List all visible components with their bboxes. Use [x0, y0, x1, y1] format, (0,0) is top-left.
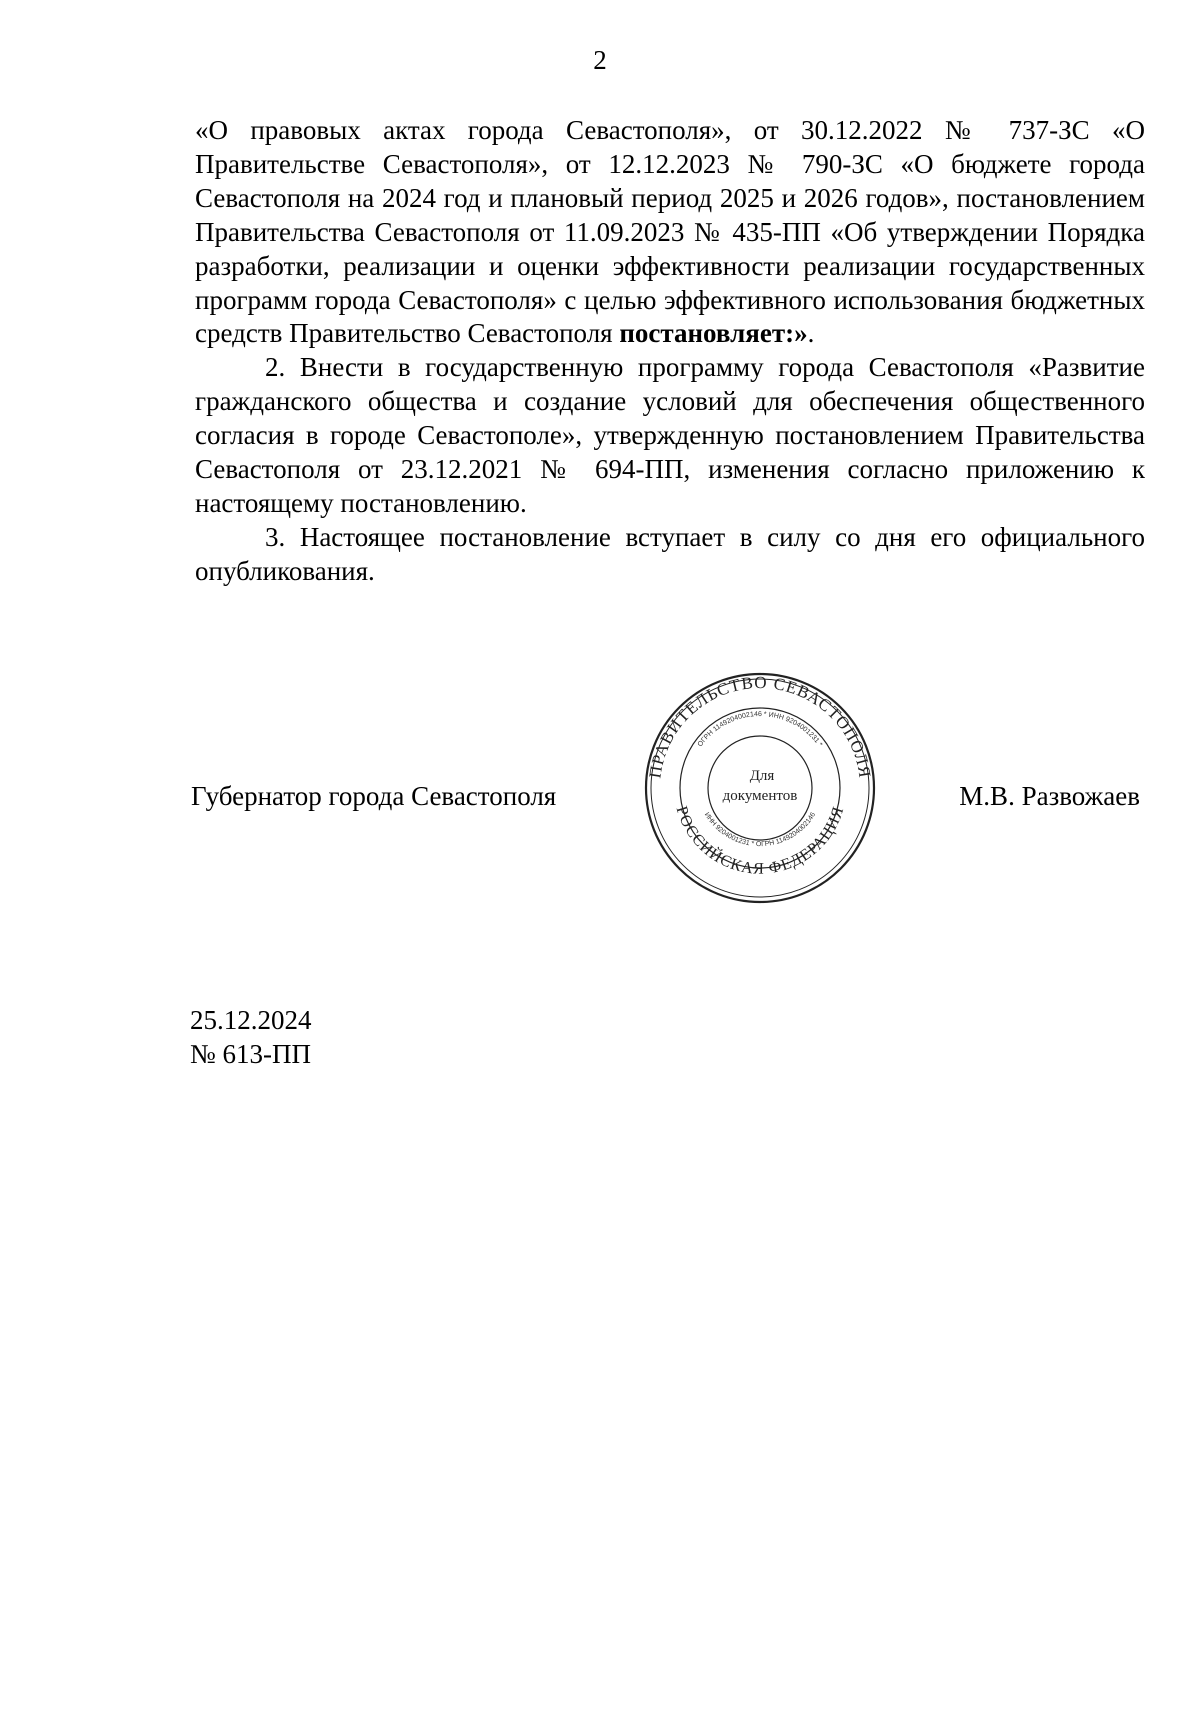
- document-body: [195, 114, 1145, 589]
- paragraph-item-3: 3. Настоящее постановление вступает в силу со дня его официального опубликования.: [195, 521, 1145, 586]
- stamp-inner-top-text: ОГРН 1149204002146 * ИНН 9204001231 *: [696, 710, 824, 749]
- svg-text:ПРАВИТЕЛЬСТВО СЕВАСТОПОЛЯ: [645, 673, 874, 780]
- stamp-outer-bottom-text: РОССИЙСКАЯ ФЕДЕРАЦИЯ: [672, 804, 848, 878]
- page-number: 2: [593, 45, 607, 75]
- svg-text:ОГРН 1149204002146 * ИНН 92040: [697, 711, 824, 748]
- paragraph-item-2: 2. Внести в государственную программу города Севастополя «Развитие гражданского общества и создание условий для обеспечения общественного согласия в городе Севастополе», утвержденную постановлением Правительства Севастополя от 23.12.2021 № 694-ПП, изменения согласно приложению к настоящему постановлению.: [195, 352, 1145, 518]
- svg-text:РОССИЙСКАЯ ФЕДЕРАЦИЯ: [673, 804, 848, 877]
- stamp-outer-top-text: ПРАВИТЕЛЬСТВО СЕВАСТОПОЛЯ: [645, 672, 875, 780]
- signer-name: М.В. Развожаев: [959, 781, 1140, 811]
- signer-position: Губернатор города Севастополя: [191, 781, 557, 811]
- stamp-inner-bottom-text: ИНН 9204001231 * ОГРН 1149204002146: [702, 811, 818, 849]
- official-stamp: [640, 668, 880, 908]
- stamp-center-line2: документов: [722, 788, 798, 804]
- resolves-keyword: постановляет:»: [619, 318, 808, 349]
- paragraph-legal-basis-end: .: [807, 318, 815, 349]
- svg-text:ИНН 9204001231 * ОГРН 11492040: [703, 811, 817, 848]
- document-number: № 613-ПП: [190, 1039, 311, 1069]
- paragraph-legal-basis: [195, 114, 1145, 351]
- paragraph-legal-basis-text: «О правовых актах города Севастополя», от 30.12.2022 № 737-ЗС «О Правительстве Севастополя», от 12.12.2023 № 790-ЗС «О бюджете города Севастополя на 2024 год и плановый период 2025 и 2026 годов», постановлением Правительства Севастополя от 11.09.2023 № 435-ПП «Об утверждении Порядка разработки, реализации и оценки эффективности реализации государственных программ города Севастополя» с целью эффективного использования бюджетных средств Правительство Севастополя: [195, 115, 1145, 349]
- document-date: 25.12.2024: [190, 1005, 312, 1035]
- stamp-center-line1: Для: [749, 768, 775, 784]
